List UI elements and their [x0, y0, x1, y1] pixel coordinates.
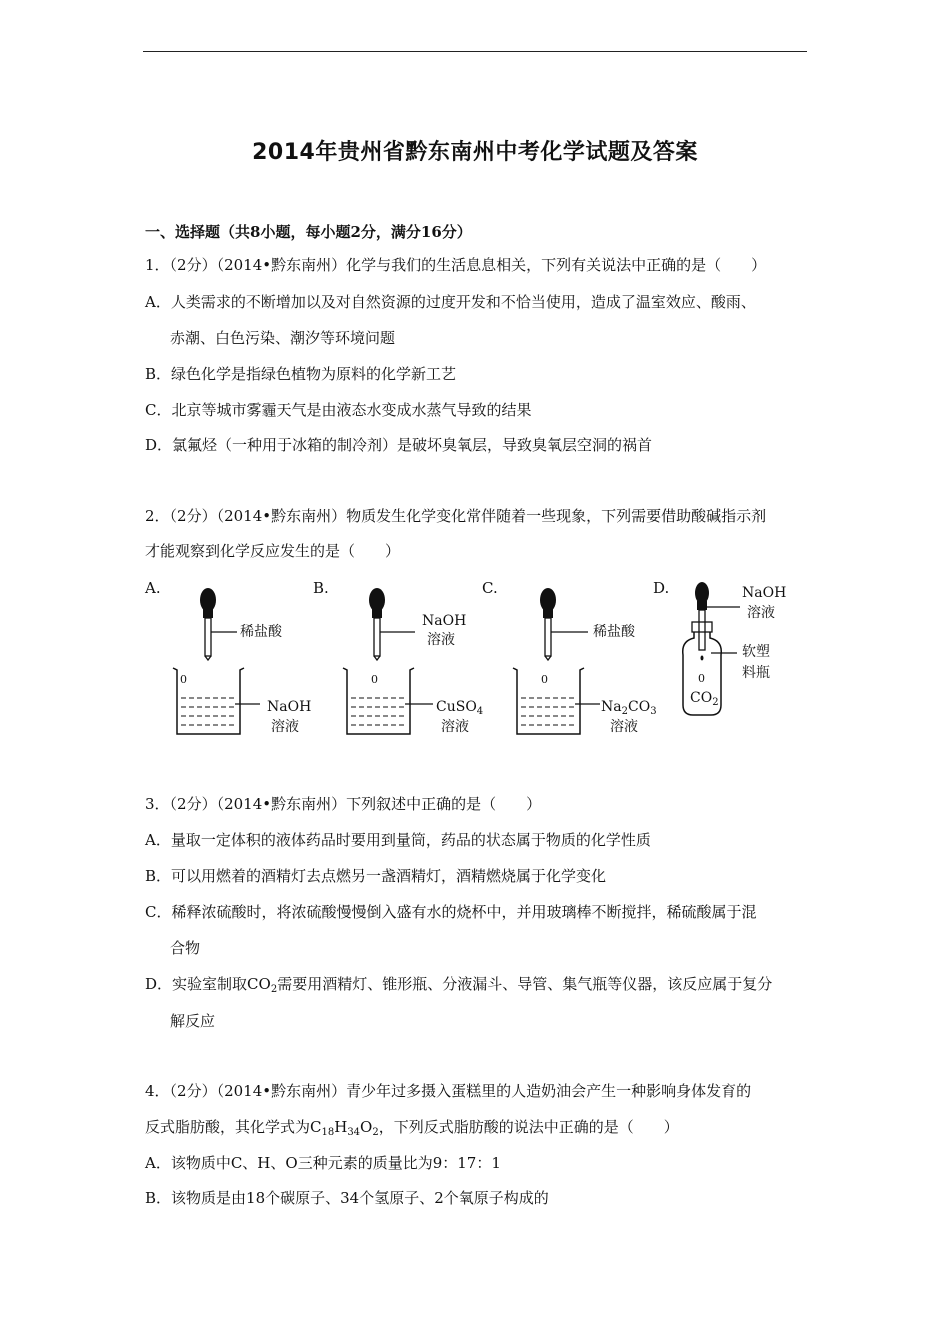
figure-a-solution-label-2: 溶液 — [271, 719, 299, 735]
q1-option-c: C．北京等城市雾霾天气是由液态水变成水蒸气导致的结果 — [145, 401, 532, 419]
figure-d-gas-label: $CO_2$ — [690, 690, 719, 708]
figure-b-solution-label: CuSO$_4$ — [436, 699, 484, 717]
figure-a-dropper-label: 稀盐酸 — [240, 624, 282, 640]
header-rule — [143, 51, 807, 52]
q2-stem-cont: 才能观察到化学反应发生的是（ ） — [145, 542, 401, 560]
q4-option-b: B．该物质是由18个碳原子、34个氢原子、2个氧原子构成的 — [145, 1189, 549, 1207]
q3-option-c-cont: 合物 — [170, 939, 201, 957]
q3-option-a: A．量取一定体积的液体药品时要用到量筒，药品的状态属于物质的化学性质 — [145, 831, 651, 849]
figure-d-dropper-label: NaOH — [742, 585, 787, 601]
q1-option-b: B．绿色化学是指绿色植物为原料的化学新工艺 — [145, 365, 457, 383]
q1-stem: 1．（2分）（2014•黔东南州）化学与我们的生活息息相关，下列有关说法中正确的是（ ） — [145, 256, 767, 274]
q3-option-d: D．实验室制取$CO_2$需要用酒精灯、锥形瓶、分液漏斗、导管、集气瓶等仪器，该反应属于复分 — [145, 975, 773, 995]
figure-d-drop-mark: 0 — [698, 672, 705, 685]
q3-stem: 3．（2分）（2014•黔东南州）下列叙述中正确的是（ ） — [145, 795, 542, 813]
figure-c-dropper-label: 稀盐酸 — [593, 624, 635, 640]
figure-b-dropper-label: NaOH — [422, 613, 467, 629]
figure-a-mark: 0 — [180, 673, 187, 686]
figure-b-dropper-label-2: 溶液 — [427, 632, 455, 648]
page-title: 2014年贵州省黔东南州中考化学试题及答案 — [252, 140, 698, 165]
q4-stem: 4．（2分）（2014•黔东南州）青少年过多摄入蛋糕里的人造奶油会产生一种影响身体发育的 — [145, 1082, 752, 1100]
q3-option-d-cont: 解反应 — [170, 1012, 216, 1030]
q1-option-d: D．氯氟烃（一种用于冰箱的制冷剂）是破坏臭氧层，导致臭氧层空洞的祸首 — [145, 436, 653, 454]
q2-option-a: A. — [145, 579, 161, 597]
q2-option-d: D. — [653, 579, 670, 597]
figure-d-bottle-label-2: 料瓶 — [742, 665, 770, 681]
q2-option-b: B. — [313, 579, 329, 597]
figure-c-solution-label-2: 溶液 — [610, 719, 638, 735]
q3-option-b: B．可以用燃着的酒精灯去点燃另一盏酒精灯，酒精燃烧属于化学变化 — [145, 867, 607, 885]
figure-d-dropper-label-2: 溶液 — [747, 605, 775, 621]
q2-option-c: C. — [482, 579, 498, 597]
q4-stem-cont: 反式脂肪酸，其化学式为$C_{18}H_{34}O_2$，下列反式脂肪酸的说法中正确的是（ ） — [145, 1118, 679, 1138]
q1-option-a-cont: 赤潮、白色污染、潮汐等环境问题 — [170, 329, 396, 347]
figure-c-mark: 0 — [541, 673, 548, 686]
figure-c-solution-label: $Na_2CO_3$ — [601, 699, 657, 717]
figure-a-solution-label: NaOH — [267, 699, 312, 715]
q4-option-a: A．该物质中C、H、O三种元素的质量比为9：17：1 — [145, 1154, 501, 1172]
figure-b-mark: 0 — [371, 673, 378, 686]
q1-option-a: A．人类需求的不断增加以及对自然资源的过度开发和不恰当使用，造成了温室效应、酸雨、 — [145, 293, 756, 311]
section-heading: 一、选择题（共8小题，每小题2分，满分16分） — [145, 223, 472, 241]
figure-b-solution-label-2: 溶液 — [441, 719, 469, 735]
q2-stem: 2．（2分）（2014•黔东南州）物质发生化学变化常伴随着一些现象，下列需要借助酸碱指示剂 — [145, 507, 767, 525]
figure-d-bottle-label: 软塑 — [742, 644, 770, 660]
q3-option-c: C．稀释浓硫酸时，将浓硫酸慢慢倒入盛有水的烧杯中，并用玻璃棒不断搅拌，稀硫酸属于混 — [145, 903, 757, 921]
